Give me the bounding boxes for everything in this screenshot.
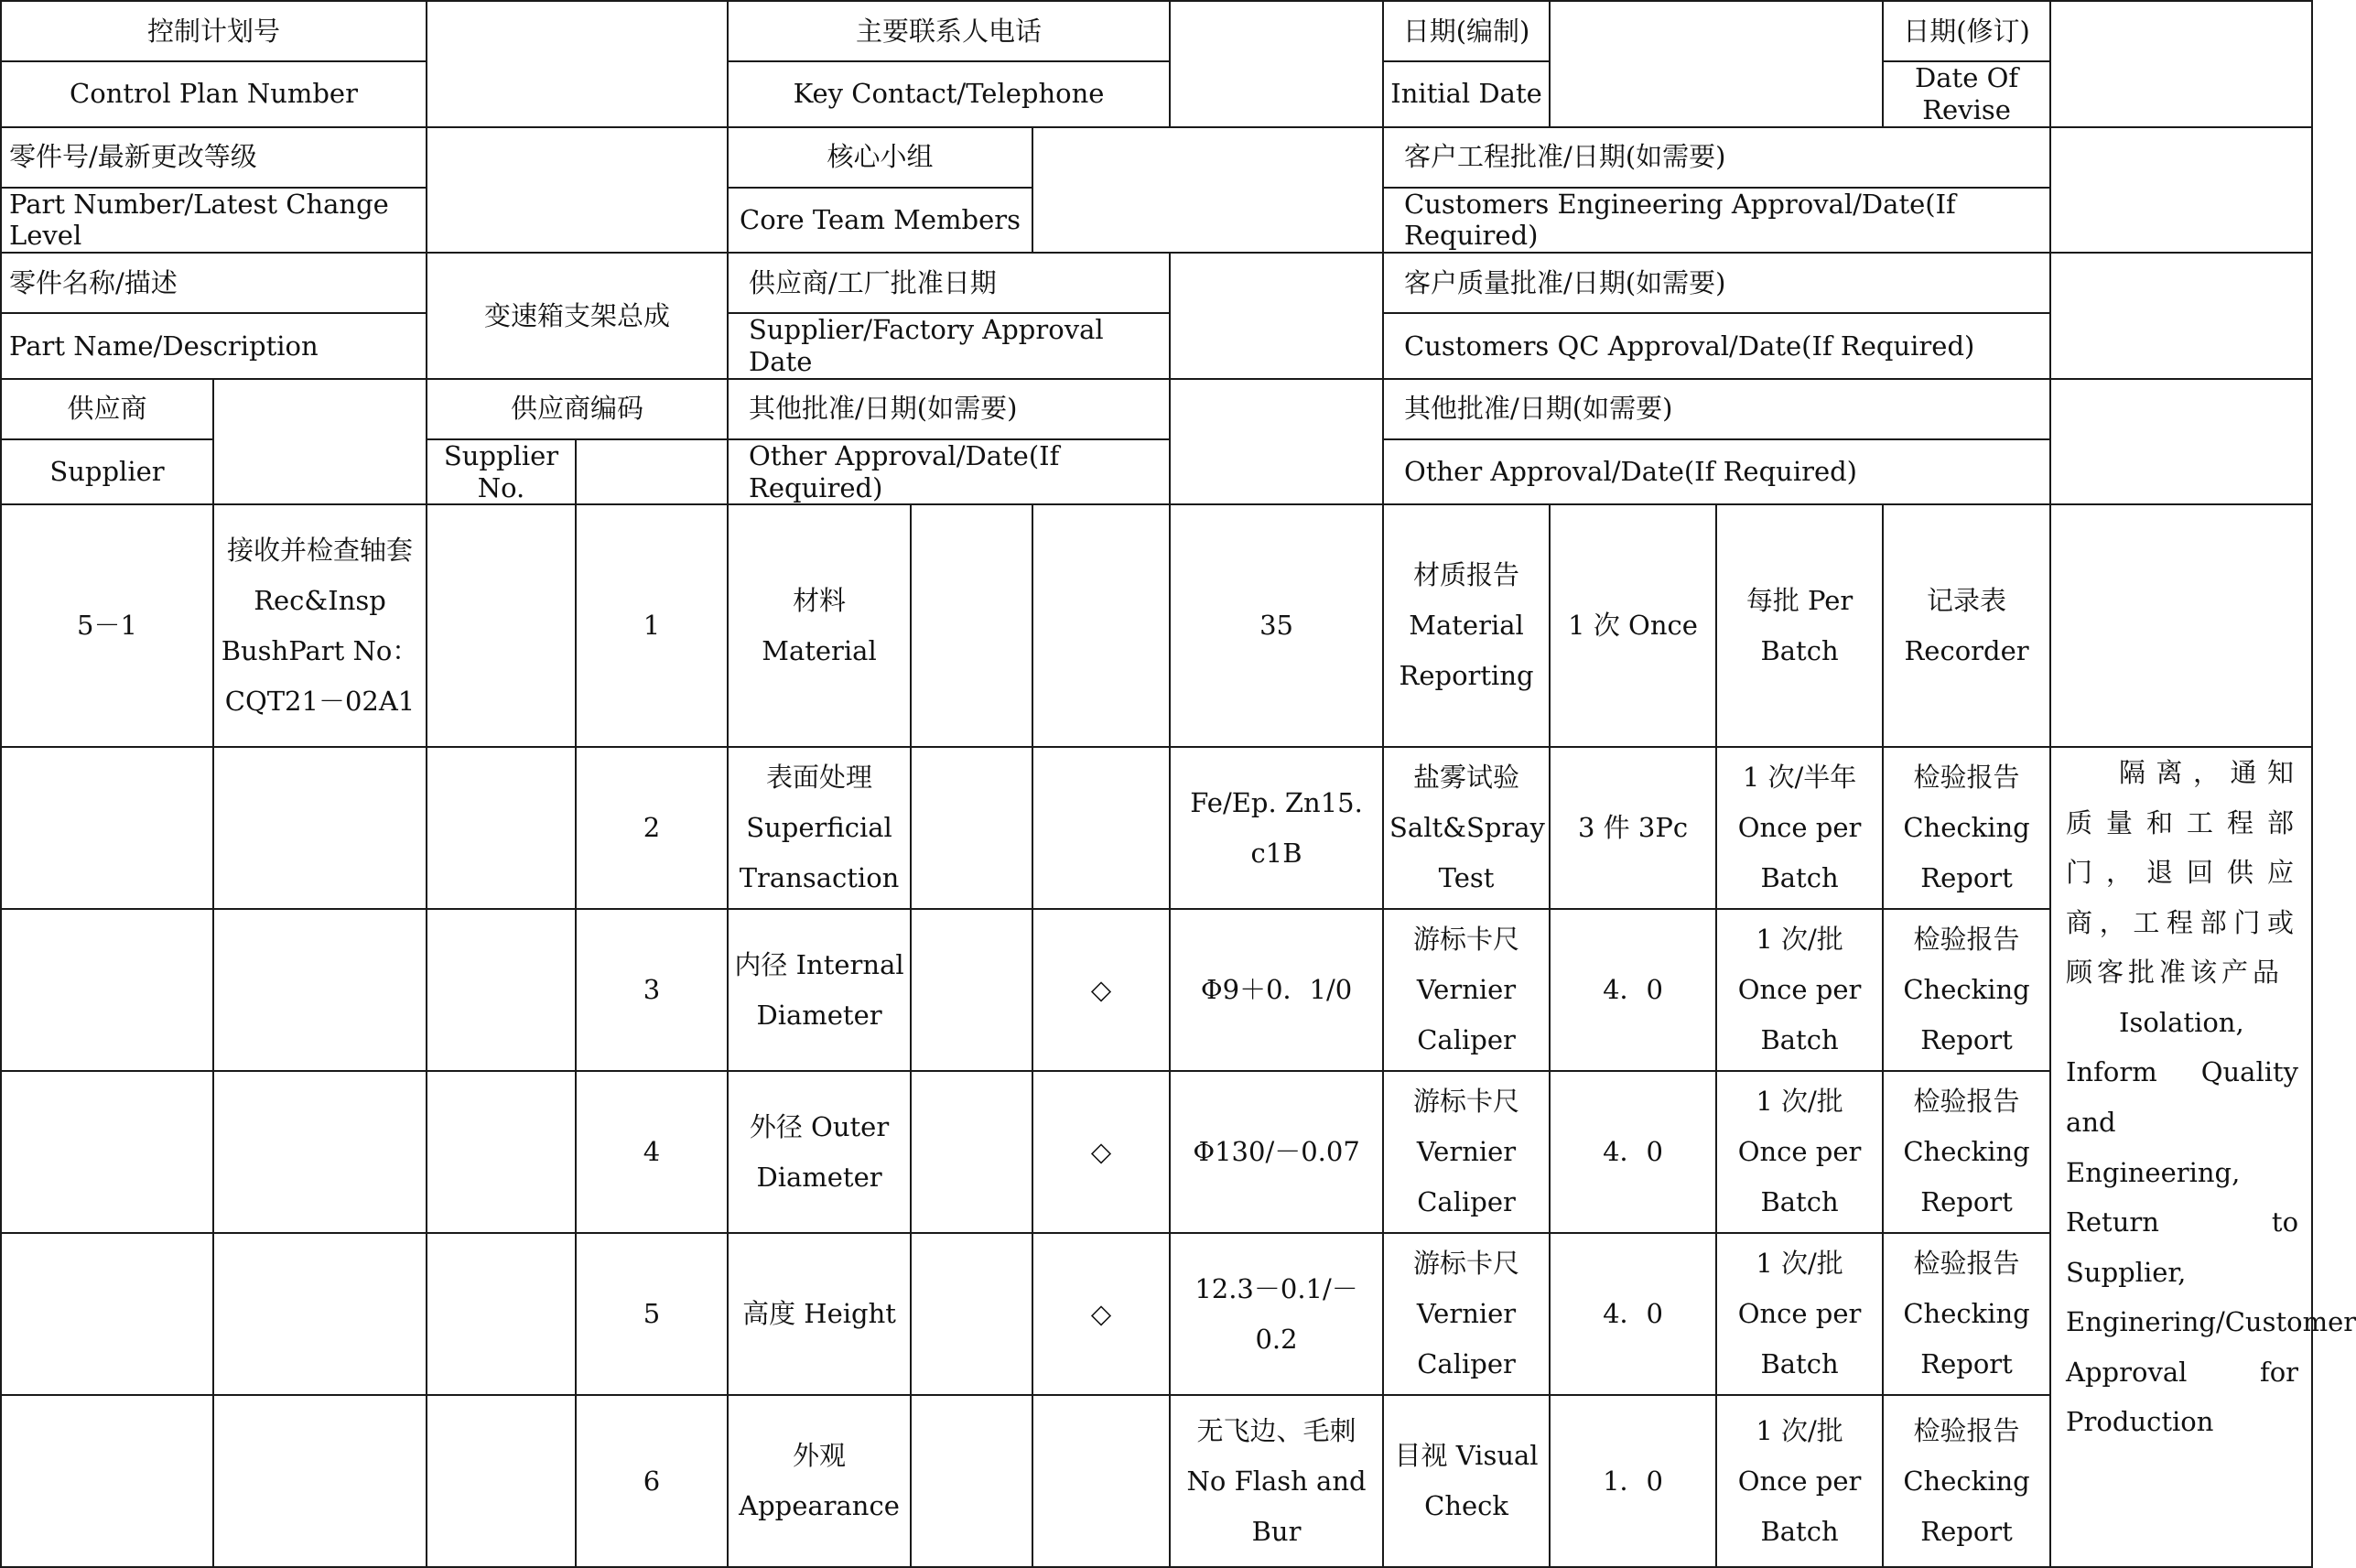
control-method: 检验报告 Checking Report: [1883, 1233, 2050, 1395]
evaluation-method: 游标卡尺 Vernier Caliper: [1383, 1071, 1550, 1233]
characteristic: 材料 Material: [728, 504, 911, 747]
table-row: [1, 909, 2312, 1071]
initial-date-label-en: Initial Date: [1383, 61, 1550, 127]
part-number-label-cn: 零件号/最新更改等级: [1, 127, 427, 188]
process-name: [213, 1395, 427, 1567]
customer-eng-approval-label-en: Customers Engineering Approval/Date(If Required): [1383, 188, 2050, 254]
other-approval-2-label-cn: 其他批准/日期(如需要): [1383, 379, 2050, 439]
supplier-label-en: Supplier: [1, 439, 213, 505]
machine-cell: [427, 909, 576, 1071]
supplier-approval-label-en: Supplier/Factory Approval Date: [728, 313, 1170, 379]
row-no: 2: [576, 747, 728, 909]
specification: 35: [1170, 504, 1383, 747]
process-name: [213, 1071, 427, 1233]
evaluation-method: 游标卡尺 Vernier Caliper: [1383, 1233, 1550, 1395]
row-no: 1: [576, 504, 728, 747]
specification: Φ9＋0．1/0: [1170, 909, 1383, 1071]
sample-size: 4．0: [1550, 1071, 1716, 1233]
initial-date-label-cn: 日期(编制): [1383, 1, 1550, 61]
process-step-no: 5－1: [1, 504, 213, 747]
other-approval-2-spacer: [2050, 379, 2312, 505]
control-plan-number-value[interactable]: [427, 1, 728, 127]
part-number-value[interactable]: [427, 127, 728, 254]
other-approval-1-value[interactable]: [1170, 379, 1383, 505]
evaluation-method: 目视 Visual Check: [1383, 1395, 1550, 1567]
supplier-approval-label-cn: 供应商/工厂批准日期: [728, 253, 1170, 313]
process-step-no: [1, 747, 213, 909]
row-no: 3: [576, 909, 728, 1071]
process-step-no: [1, 909, 213, 1071]
evaluation-method: 盐雾试验 Salt&Spray Test: [1383, 747, 1550, 909]
evaluation-method: 游标卡尺 Vernier Caliper: [1383, 909, 1550, 1071]
control-method: 记录表 Recorder: [1883, 504, 2050, 747]
process-name: [213, 747, 427, 909]
specification: 12.3－0.1/－0.2: [1170, 1233, 1383, 1395]
table-row: [1, 1233, 2312, 1395]
characteristic: 外观 Appearance: [728, 1395, 911, 1567]
key-contact-label-en: Key Contact/Telephone: [728, 61, 1170, 127]
control-method: 检验报告 Checking Report: [1883, 1395, 2050, 1567]
core-team-label-en: Core Team Members: [728, 188, 1032, 254]
process-step-no: [1, 1395, 213, 1567]
process-characteristic: [911, 909, 1032, 1071]
machine-cell: [427, 504, 576, 747]
sample-size: 4．0: [1550, 909, 1716, 1071]
supplier-approval-value[interactable]: [1170, 253, 1383, 379]
sample-size: 4．0: [1550, 1233, 1716, 1395]
specification: Φ130/－0.07: [1170, 1071, 1383, 1233]
customer-eng-approval-label-cn: 客户工程批准/日期(如需要): [1383, 127, 2050, 188]
reaction-plan-cn: 隔离，通知质量和工程部门，退回供应商，工程部门或顾客批准该产品: [2066, 757, 2299, 989]
frequency: 1 次/批 Once per Batch: [1716, 1395, 1883, 1567]
sample-size: 1 次 Once: [1550, 504, 1716, 747]
part-name-value: 变速箱支架总成: [427, 253, 728, 379]
customer-qc-approval-label-cn: 客户质量批准/日期(如需要): [1383, 253, 2050, 313]
frequency: 1 次/半年 Once per Batch: [1716, 747, 1883, 909]
supplier-code-label-cn: 供应商编码: [427, 379, 728, 439]
part-name-label-en: Part Name/Description: [1, 313, 427, 379]
row-no: 5: [576, 1233, 728, 1395]
core-team-value[interactable]: [1032, 127, 1383, 254]
machine-cell: [427, 747, 576, 909]
special-char-diamond-icon: ◇: [1032, 909, 1170, 1071]
supplier-code-label-en: Supplier No.: [427, 439, 576, 505]
process-characteristic: [911, 747, 1032, 909]
process-name: 接收并检查轴套 Rec&Insp BushPart No：CQT21－02A1: [213, 504, 427, 747]
table-row: [1, 1071, 2312, 1233]
frequency: 1 次/批 Once per Batch: [1716, 909, 1883, 1071]
specification: Fe/Ep. Zn15. c1B: [1170, 747, 1383, 909]
special-char-diamond-icon: ◇: [1032, 1071, 1170, 1233]
evaluation-method: 材质报告 Material Reporting: [1383, 504, 1550, 747]
process-characteristic: [911, 504, 1032, 747]
frequency: 1 次/批 Once per Batch: [1716, 1071, 1883, 1233]
supplier-value[interactable]: [213, 379, 427, 505]
row-no: 6: [576, 1395, 728, 1567]
sample-size: 3 件 3Pc: [1550, 747, 1716, 909]
key-contact-label-cn: 主要联系人电话: [728, 1, 1170, 61]
process-name: [213, 909, 427, 1071]
special-char-cell: [1032, 504, 1170, 747]
characteristic: 表面处理 Superficial Transaction: [728, 747, 911, 909]
frequency: 每批 Per Batch: [1716, 504, 1883, 747]
special-char-cell: [1032, 747, 1170, 909]
supplier-code-value[interactable]: [576, 439, 728, 505]
machine-cell: [427, 1395, 576, 1567]
reaction-plan: [2050, 747, 2356, 1567]
characteristic: 内径 Internal Diameter: [728, 909, 911, 1071]
specification: 无飞边、毛刺 No Flash and Bur: [1170, 1395, 1383, 1567]
reaction-plan-en: Isolation, Inform Quality and Engineering, Return to Supplier, Enginering/Customer Approval for Production: [2066, 1006, 2356, 1438]
process-name: [213, 1233, 427, 1395]
machine-cell: [427, 1071, 576, 1233]
supplier-label-cn: 供应商: [1, 379, 213, 439]
process-step-no: [1, 1071, 213, 1233]
process-characteristic: [911, 1395, 1032, 1567]
revise-date-label-en: Date Of Revise: [1883, 61, 2050, 127]
customer-qc-approval-label-en: Customers QC Approval/Date(If Required): [1383, 313, 2050, 379]
control-plan-number-label-en: Control Plan Number: [1, 61, 427, 127]
frequency: 1 次/批 Once per Batch: [1716, 1233, 1883, 1395]
control-method: 检验报告 Checking Report: [1883, 747, 2050, 909]
process-characteristic: [911, 1071, 1032, 1233]
customer-eng-approval-spacer: [2050, 127, 2312, 254]
characteristic: 外径 Outer Diameter: [728, 1071, 911, 1233]
other-approval-2-label-en: Other Approval/Date(If Required): [1383, 439, 2050, 505]
characteristic: 高度 Height: [728, 1233, 911, 1395]
table-row: [1, 747, 2312, 909]
special-char-cell: [1032, 1395, 1170, 1567]
key-contact-value[interactable]: [1170, 1, 1383, 127]
special-char-diamond-icon: ◇: [1032, 1233, 1170, 1395]
other-approval-1-label-en: Other Approval/Date(If Required): [728, 439, 1170, 505]
table-row: [1, 1395, 2312, 1567]
process-step-no: [1, 1233, 213, 1395]
sample-size: 1．0: [1550, 1395, 1716, 1567]
control-method: 检验报告 Checking Report: [1883, 1071, 2050, 1233]
reaction-plan-top: [2050, 504, 2312, 747]
part-name-label-cn: 零件名称/描述: [1, 253, 427, 313]
part-number-label-en: Part Number/Latest Change Level: [1, 188, 427, 254]
control-method: 检验报告 Checking Report: [1883, 909, 2050, 1071]
process-characteristic: [911, 1233, 1032, 1395]
revise-date-value[interactable]: [2050, 1, 2312, 127]
table-row: [1, 504, 2312, 747]
initial-date-value[interactable]: [1550, 1, 1883, 127]
other-approval-1-label-cn: 其他批准/日期(如需要): [728, 379, 1170, 439]
control-plan-number-label-cn: 控制计划号: [1, 1, 427, 61]
customer-qc-approval-spacer: [2050, 253, 2312, 379]
row-no: 4: [576, 1071, 728, 1233]
machine-cell: [427, 1233, 576, 1395]
core-team-label-cn: 核心小组: [728, 127, 1032, 188]
revise-date-label-cn: 日期(修订): [1883, 1, 2050, 61]
